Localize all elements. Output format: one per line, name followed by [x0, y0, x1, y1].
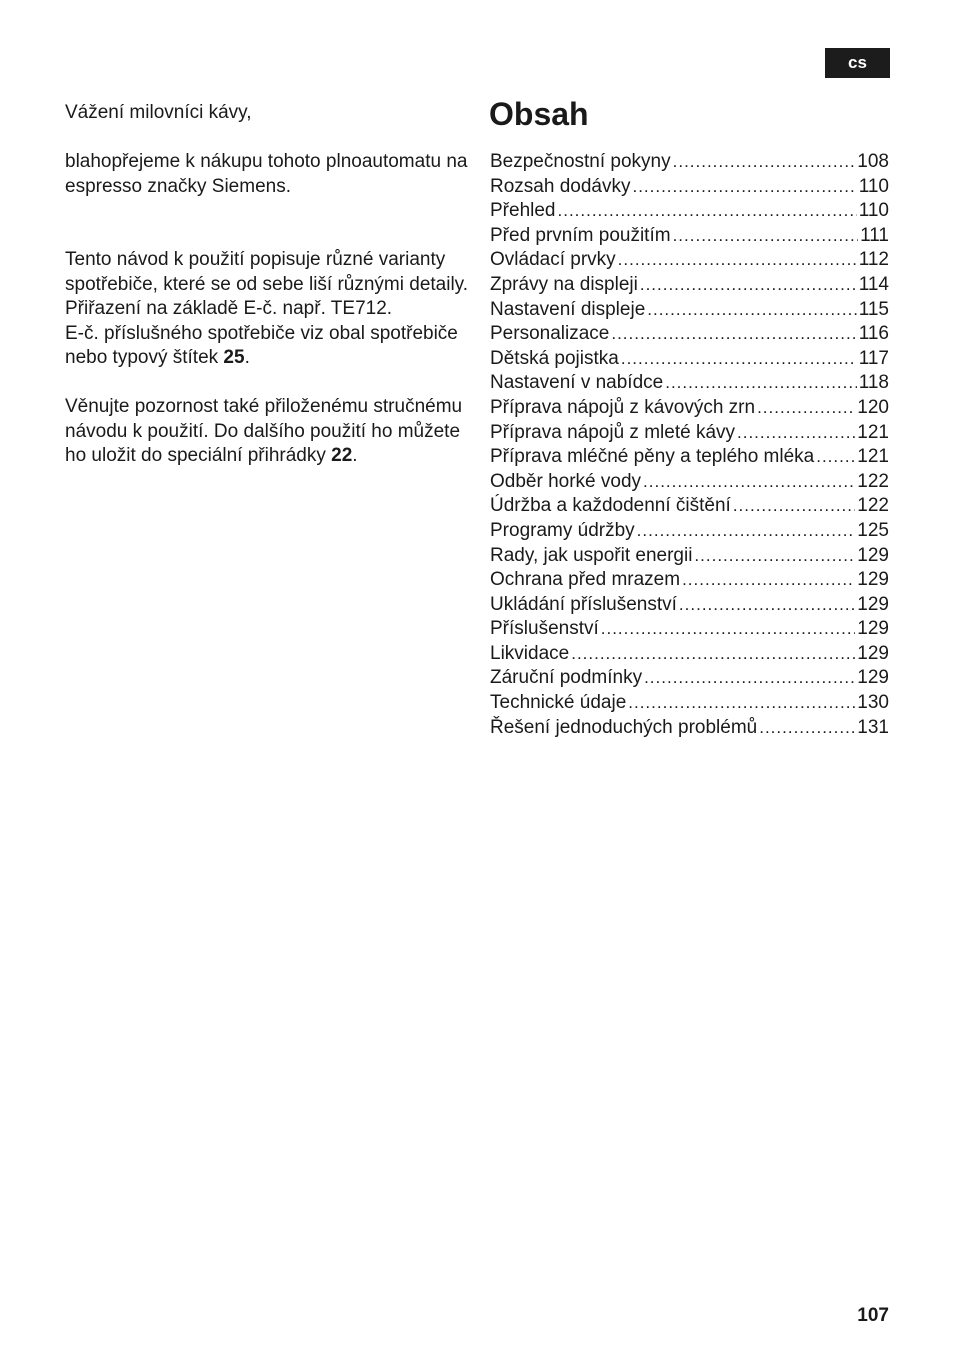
- congratulations-text: blahopřejeme k nákupu tohoto plnoautomatu na espresso značky Siemens.: [65, 151, 468, 197]
- toc-entry-label: Personalizace: [490, 323, 610, 345]
- compartment-reference: 22: [331, 445, 353, 466]
- toc-entry-page: 114: [858, 273, 889, 295]
- table-of-contents: [490, 150, 889, 740]
- toc-entry-page: 118: [858, 372, 889, 394]
- toc-entry[interactable]: [490, 642, 889, 667]
- toc-leader-dots: [571, 642, 855, 667]
- nameplate-reference: 25: [223, 347, 245, 368]
- toc-leader-dots: [647, 298, 856, 323]
- toc-entry-label: Příprava mléčné pěny a teplého mléka: [490, 446, 815, 468]
- enumber-paragraph: [65, 322, 475, 371]
- toc-entry-label: Zprávy na displeji: [490, 273, 638, 295]
- toc-leader-dots: [558, 199, 857, 224]
- toc-leader-dots: [637, 519, 856, 544]
- toc-leader-dots: [733, 494, 855, 519]
- toc-entry[interactable]: [490, 273, 889, 298]
- toc-entry-label: Rozsah dodávky: [490, 175, 631, 197]
- toc-entry[interactable]: [490, 298, 889, 323]
- enumber-text: E-č. příslušného spotřebiče viz obal spotřebiče nebo typový štítek: [65, 322, 458, 368]
- toc-entry[interactable]: [490, 691, 889, 716]
- greeting-text: Vážení milovníci kávy,: [65, 102, 252, 123]
- toc-entry[interactable]: [490, 322, 889, 347]
- toc-entry-page: 115: [858, 298, 889, 320]
- toc-entry[interactable]: [490, 199, 889, 224]
- toc-leader-dots: [759, 716, 855, 741]
- toc-leader-dots: [628, 691, 855, 716]
- toc-title: Obsah: [489, 96, 589, 132]
- toc-entry-label: Údržba a každodenní čištění: [490, 495, 731, 517]
- toc-entry-page: 121: [857, 421, 889, 443]
- toc-entry[interactable]: [490, 470, 889, 495]
- toc-entry[interactable]: [490, 421, 889, 446]
- toc-entry-page: 129: [857, 593, 889, 615]
- toc-entry[interactable]: [490, 445, 889, 470]
- toc-leader-dots: [665, 371, 856, 396]
- toc-leader-dots: [757, 396, 855, 421]
- toc-entry-page: 108: [857, 151, 889, 172]
- toc-leader-dots: [673, 224, 859, 249]
- toc-entry[interactable]: [490, 666, 889, 691]
- toc-entry-page: 110: [858, 200, 889, 222]
- toc-entry-label: Dětská pojistka: [490, 347, 619, 369]
- toc-leader-dots: [737, 421, 855, 446]
- toc-entry[interactable]: [490, 248, 889, 273]
- toc-entry-label: Příprava nápojů z mleté kávy: [490, 421, 736, 443]
- toc-entry-page: 121: [857, 446, 889, 468]
- toc-entry[interactable]: [490, 347, 889, 372]
- toc-entry-page: 120: [857, 396, 889, 418]
- toc-entry[interactable]: [490, 544, 889, 569]
- attention-paragraph: [65, 395, 475, 469]
- enumber-end: .: [244, 347, 250, 368]
- toc-entry[interactable]: [490, 716, 889, 741]
- toc-entry[interactable]: [490, 371, 889, 396]
- toc-entry[interactable]: [490, 150, 889, 175]
- toc-entry-label: Přehled: [490, 200, 556, 222]
- toc-entry[interactable]: [490, 494, 889, 519]
- toc-entry-page: 129: [857, 544, 889, 566]
- toc-entry-label: Ukládání příslušenství: [490, 593, 677, 615]
- toc-leader-dots: [601, 617, 856, 642]
- toc-entry-page: 111: [860, 224, 889, 246]
- toc-entry-label: Bezpečnostní pokyny: [490, 151, 671, 172]
- toc-leader-dots: [640, 273, 857, 298]
- toc-entry[interactable]: [490, 617, 889, 642]
- toc-entry-page: 117: [858, 347, 889, 369]
- toc-leader-dots: [621, 347, 857, 372]
- toc-entry-label: Likvidace: [490, 642, 570, 664]
- toc-entry-page: 116: [858, 323, 889, 345]
- toc-leader-dots: [694, 544, 855, 569]
- toc-leader-dots: [632, 175, 856, 200]
- toc-leader-dots: [673, 150, 856, 175]
- toc-entry-label: Příslušenství: [490, 618, 599, 640]
- attention-text: Věnujte pozornost také přiloženému stručnému návodu k použití. Do dalšího použití ho můžete ho uložit do speciální přihrádky: [65, 396, 463, 466]
- toc-leader-dots: [618, 248, 857, 273]
- toc-entry-label: Programy údržby: [490, 519, 635, 541]
- toc-entry-label: Před prvním použitím: [490, 224, 671, 246]
- toc-entry-label: Odběr horké vody: [490, 470, 642, 492]
- toc-entry-page: 130: [857, 692, 889, 714]
- intro-column: [65, 101, 475, 469]
- toc-entry-label: Ochrana před mrazem: [490, 569, 681, 591]
- toc-entry-label: Rady, jak uspořit energii: [490, 544, 693, 566]
- toc-entry-label: Nastavení displeje: [490, 298, 646, 320]
- toc-leader-dots: [679, 593, 855, 618]
- toc-entry[interactable]: [490, 593, 889, 618]
- toc-entry[interactable]: [490, 224, 889, 249]
- toc-entry-page: 112: [858, 249, 889, 271]
- page-number: 107: [857, 1305, 889, 1326]
- toc-entry-label: Řešení jednoduchých problémů: [490, 716, 758, 738]
- toc-leader-dots: [643, 470, 855, 495]
- toc-entry-page: 125: [857, 519, 889, 541]
- toc-entry[interactable]: [490, 175, 889, 200]
- toc-entry-page: 110: [858, 175, 889, 197]
- toc-entry-label: Technické údaje: [490, 692, 627, 714]
- assignment-text: Přiřazení na základě E-č. např. TE712.: [65, 298, 393, 319]
- toc-leader-dots: [816, 445, 855, 470]
- toc-entry-page: 122: [857, 470, 889, 492]
- toc-leader-dots: [644, 666, 855, 691]
- toc-leader-dots: [682, 568, 855, 593]
- toc-entry-label: Ovládací prvky: [490, 249, 616, 271]
- variants-text: Tento návod k použití popisuje různé varianty spotřebiče, které se od sebe liší různými detaily.: [65, 249, 469, 295]
- toc-entry-label: Nastavení v nabídce: [490, 372, 664, 394]
- toc-leader-dots: [611, 322, 856, 347]
- toc-entry[interactable]: [490, 519, 889, 544]
- toc-entry[interactable]: [490, 568, 889, 593]
- attention-end: .: [352, 445, 358, 466]
- toc-entry-page: 129: [857, 569, 889, 591]
- toc-entry-label: Příprava nápojů z kávových zrn: [490, 396, 756, 418]
- toc-entry-page: 129: [857, 667, 889, 689]
- language-badge: cs: [825, 48, 890, 78]
- toc-entry-page: 131: [857, 716, 889, 738]
- toc-entry-page: 122: [857, 495, 889, 517]
- toc-entry-page: 129: [857, 618, 889, 640]
- toc-entry-page: 129: [857, 642, 889, 664]
- toc-entry[interactable]: [490, 396, 889, 421]
- toc-entry-label: Záruční podmínky: [490, 667, 643, 689]
